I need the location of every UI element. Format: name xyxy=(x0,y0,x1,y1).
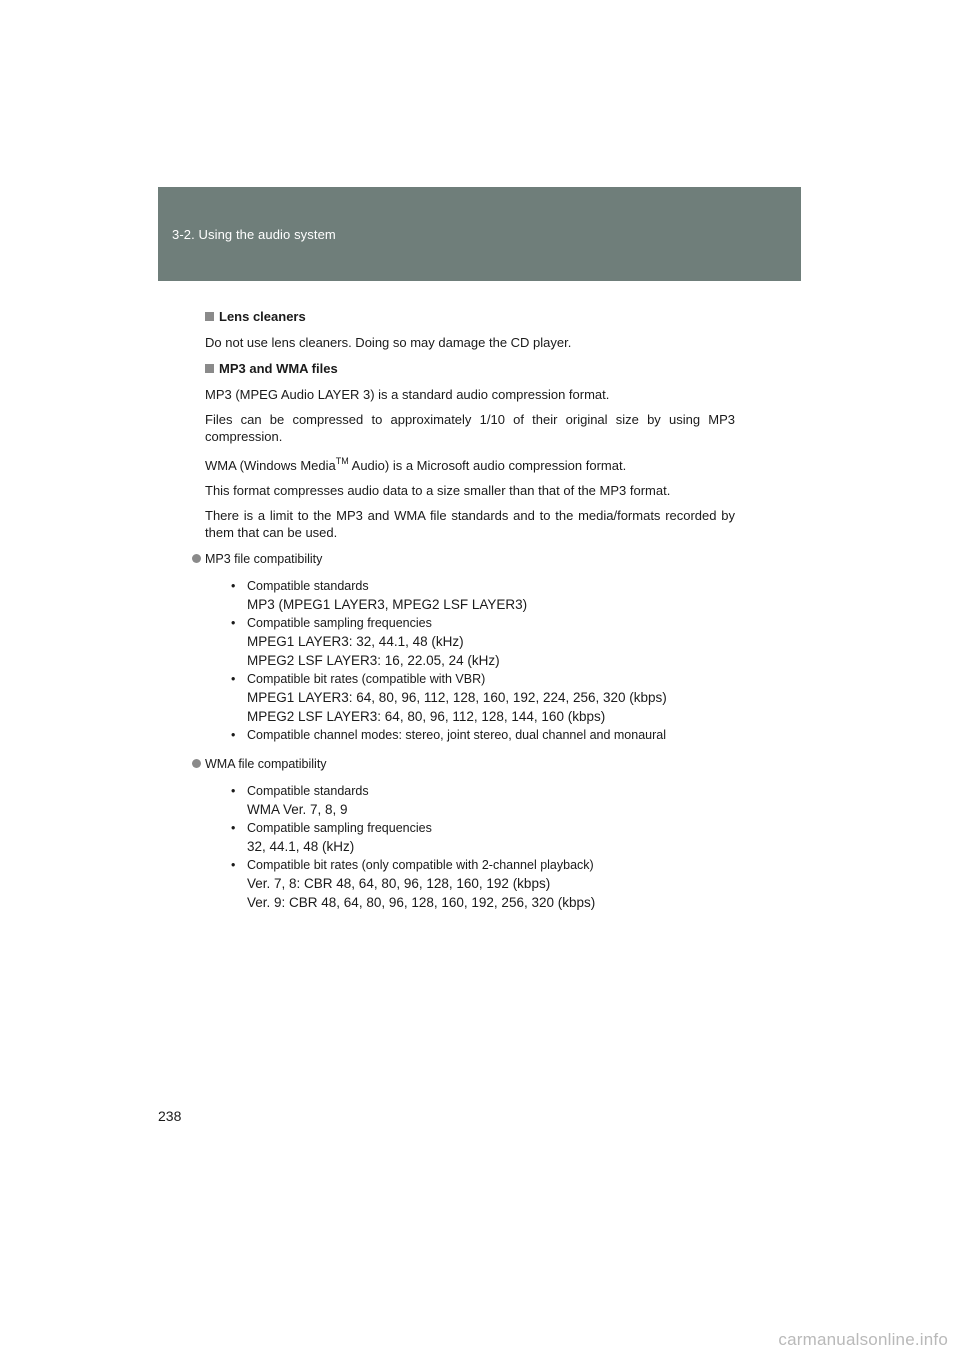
bullet-icon: • xyxy=(231,821,236,835)
compat-item-detail: Ver. 7, 8: CBR 48, 64, 80, 96, 128, 160, 192 (kbps) xyxy=(247,876,551,891)
lens-cleaners-heading xyxy=(191,308,735,326)
circle-bullet-icon xyxy=(192,554,201,563)
compat-list-item xyxy=(205,782,735,819)
wma-text-after: Audio) is a Microsoft audio compression format. xyxy=(348,458,627,473)
compat-item-detail: 32, 44.1, 48 (kHz) xyxy=(247,839,355,854)
bullet-icon: • xyxy=(231,616,236,630)
section-header-bar xyxy=(158,187,801,281)
page-content xyxy=(205,308,735,912)
wma-text-before: WMA (Windows Media xyxy=(205,458,336,473)
compression-ratio-text: Files can be compressed to approximately 1/10 of their original size by using MP3 compression. xyxy=(205,412,735,444)
compat-item-detail: WMA Ver. 7, 8, 9 xyxy=(247,802,348,817)
bullet-icon: • xyxy=(231,579,236,593)
lens-cleaners-heading-text: Lens cleaners xyxy=(219,309,306,324)
compat-list-item xyxy=(205,726,735,744)
compat-list-item xyxy=(205,856,735,912)
wma-compat-list xyxy=(205,782,735,912)
mp3-definition: MP3 (MPEG Audio LAYER 3) is a standard audio compression format. xyxy=(205,387,610,402)
section-title: 3-2. Using the audio system xyxy=(172,227,336,242)
bullet-icon: • xyxy=(231,784,236,798)
trademark-mark: TM xyxy=(335,456,349,466)
bullet-icon: • xyxy=(231,858,236,872)
wma-compat-heading xyxy=(192,756,735,773)
compat-list-item xyxy=(205,670,735,726)
compat-item-detail: MPEG2 LSF LAYER3: 64, 80, 96, 112, 128, 144, 160 (kbps) xyxy=(247,709,606,724)
compat-item-label: Compatible standards xyxy=(247,784,369,798)
compat-item-label: Compatible bit rates (only compatible with 2-channel playback) xyxy=(247,858,594,872)
compat-item-label: Compatible sampling frequencies xyxy=(247,616,432,630)
wma-compat-heading-text: WMA file compatibility xyxy=(205,757,327,771)
compat-item-detail: MPEG1 LAYER3: 64, 80, 96, 112, 128, 160, 192, 224, 256, 320 (kbps) xyxy=(247,690,667,705)
limits-text: There is a limit to the MP3 and WMA file standards and to the media/formats recorded by them that can be used. xyxy=(205,508,735,540)
page-number: 238 xyxy=(158,1108,182,1124)
compat-item-label: Compatible sampling frequencies xyxy=(247,821,432,835)
compat-list-item xyxy=(205,819,735,856)
compat-item-detail: MP3 (MPEG1 LAYER3, MPEG2 LSF LAYER3) xyxy=(247,597,528,612)
compat-item-detail: MPEG2 LSF LAYER3: 16, 22.05, 24 (kHz) xyxy=(247,653,500,668)
compat-item-label: Compatible channel modes: stereo, joint stereo, dual channel and monaural xyxy=(247,728,667,742)
circle-bullet-icon xyxy=(192,759,201,768)
compat-item-label: Compatible standards xyxy=(247,579,369,593)
compat-item-detail: MPEG1 LAYER3: 32, 44.1, 48 (kHz) xyxy=(247,634,464,649)
compat-item-detail: Ver. 9: CBR 48, 64, 80, 96, 128, 160, 192, 256, 320 (kbps) xyxy=(247,895,596,910)
compat-list-item xyxy=(205,577,735,614)
mp3-wma-heading-text: MP3 and WMA files xyxy=(219,361,338,376)
mp3-wma-heading xyxy=(191,360,735,378)
wma-format-text: This format compresses audio data to a size smaller than that of the MP3 format. xyxy=(205,483,671,498)
mp3-compat-heading-text: MP3 file compatibility xyxy=(205,552,323,566)
compat-list-item xyxy=(205,614,735,670)
wma-definition xyxy=(205,453,735,474)
mp3-compat-list xyxy=(205,577,735,744)
square-bullet-icon xyxy=(205,312,214,321)
lens-cleaners-text: Do not use lens cleaners. Doing so may damage the CD player. xyxy=(205,335,572,350)
square-bullet-icon xyxy=(205,364,214,373)
compat-item-label: Compatible bit rates (compatible with VBR) xyxy=(247,672,486,686)
bullet-icon: • xyxy=(231,672,236,686)
mp3-compat-heading xyxy=(192,551,735,568)
bullet-icon: • xyxy=(231,728,236,742)
watermark: carmanualsonline.info xyxy=(778,1330,948,1349)
